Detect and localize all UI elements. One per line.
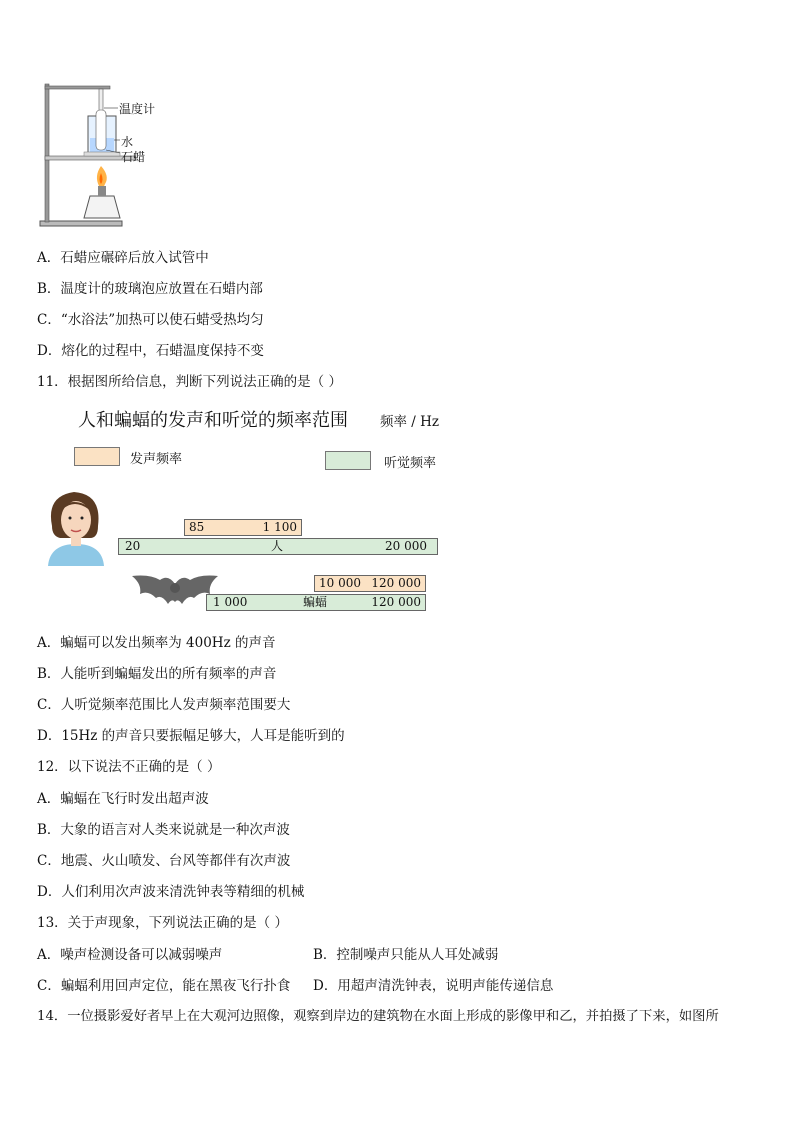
bat-emit-max: 120 000 <box>371 576 421 590</box>
q13-option-c: C．蝙蝠利用回声定位，能在黑夜飞行扑食 <box>37 978 291 994</box>
q13-option-d: D．用超声清洗钟表，说明声能传递信息 <box>313 978 554 994</box>
bat-hear-max: 120 000 <box>371 595 421 609</box>
human-hear-bar <box>118 538 438 555</box>
water-label: 水 <box>121 135 134 149</box>
q13-option-b: B．控制噪声只能从人耳处减弱 <box>313 947 499 963</box>
q10-option-d: D．熔化的过程中，石蜡温度保持不变 <box>37 343 264 359</box>
legend-emit-swatch <box>74 447 120 466</box>
q11-option-d: D．15Hz 的声音只要振幅足够大，人耳是能听到的 <box>37 728 345 744</box>
q10-option-a: A．石蜡应碾碎后放入试管中 <box>37 250 209 266</box>
bat-hear-min: 1 000 <box>213 595 248 609</box>
q11-option-c: C．人听觉频率范围比人发声频率范围要大 <box>37 697 291 713</box>
human-hear-min: 20 <box>125 539 141 553</box>
q14-stem: 14．一位摄影爱好者早上在大观河边照像，观察到岸边的建筑物在水面上形成的影像甲和乙，并拍摄了下来，如图所 <box>37 1009 719 1024</box>
q13-stem: 13．关于声现象，下列说法正确的是（ ） <box>37 915 288 931</box>
legend-hear-swatch <box>325 451 371 470</box>
wax-label: 石蜡 <box>121 150 146 164</box>
q10-option-b: B．温度计的玻璃泡应放置在石蜡内部 <box>37 281 263 297</box>
human-label: 人 <box>271 539 284 553</box>
q10-option-c: C．“水浴法”加热可以使石蜡受热均匀 <box>37 312 264 328</box>
q12-option-a: A．蝙蝠在飞行时发出超声波 <box>37 791 209 807</box>
q12-option-c: C．地震、火山喷发、台风等都伴有次声波 <box>37 853 291 869</box>
q12-stem: 12．以下说法不正确的是（ ） <box>37 759 221 775</box>
thermometer-label: 温度计 <box>119 102 156 116</box>
human-emit-max: 1 100 <box>262 520 297 534</box>
legend-hear-label: 听觉频率 <box>384 456 437 471</box>
q11-option-a: A．蝙蝠可以发出频率为 400Hz 的声音 <box>37 635 276 651</box>
unit-label: 频率 / Hz <box>380 414 440 430</box>
wax-heating-apparatus-figure <box>36 78 176 228</box>
bat-hear-bar <box>206 594 426 611</box>
human-hear-max: 20 000 <box>385 539 427 553</box>
q13-option-a: A．噪声检测设备可以减弱噪声 <box>37 947 223 963</box>
bat-emit-bar <box>314 575 426 592</box>
figure-title: 人和蝙蝠的发声和听觉的频率范围 <box>78 410 348 431</box>
human-emit-bar <box>184 519 302 536</box>
q11-stem: 11．根据图所给信息，判断下列说法正确的是（ ） <box>37 374 342 390</box>
bat-label: 蝙蝠 <box>303 595 328 609</box>
q12-option-b: B．大象的语言对人类来说就是一种次声波 <box>37 822 290 838</box>
bat-emit-min: 10 000 <box>319 576 361 590</box>
person-icon <box>40 486 112 566</box>
q11-option-b: B．人能听到蝙蝠发出的所有频率的声音 <box>37 666 277 682</box>
legend-emit-label: 发声频率 <box>130 452 183 467</box>
frequency-range-figure <box>36 404 456 618</box>
q12-option-d: D．人们利用次声波来清洗钟表等精细的机械 <box>37 884 305 900</box>
human-emit-min: 85 <box>189 520 205 534</box>
